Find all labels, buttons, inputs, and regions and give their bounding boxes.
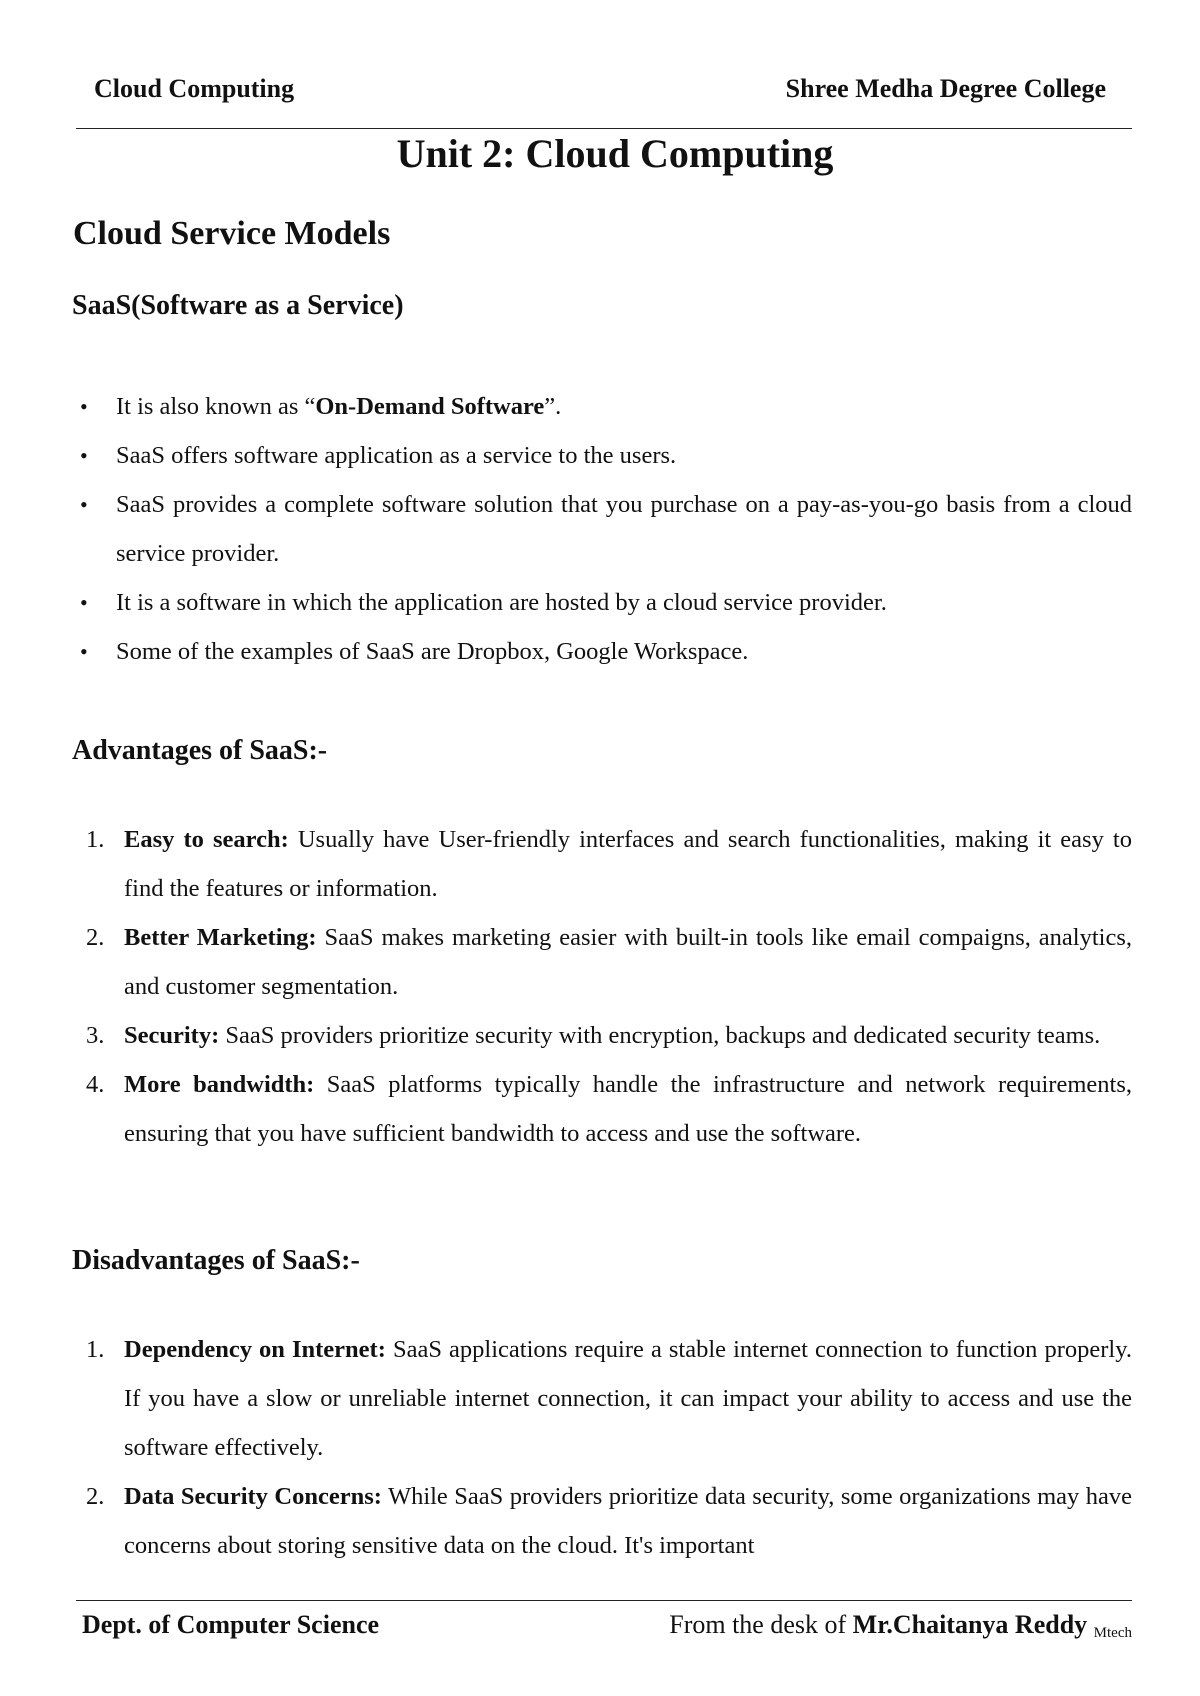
disadvantages-list [80,1325,1132,1570]
bullet-item: • Some of the examples of SaaS are Dropbox, Google Workspace. [80,627,1132,676]
header-course: Cloud Computing [94,74,295,103]
page-footer [80,1606,1132,1646]
saas-heading: SaaS(Software as a Service) [72,290,404,321]
advantage-item: 1. Easy to search: Usually have User-friendly interfaces and search functionalities, making it easy to find the features or information. [86,826,1132,902]
section-heading: Cloud Service Models [73,215,391,252]
advantage-item: 4. More bandwidth: SaaS platforms typically handle the infrastructure and network requirements, ensuring that you have sufficient bandwidth to access and use the software. [86,1071,1132,1147]
header-college: Shree Medha Degree College [785,74,1106,103]
page-title: Unit 2: Cloud Computing [396,131,834,176]
disadvantage-item: 1. Dependency on Internet: SaaS applications require a stable internet connection to function properly. If you have a slow or unreliable internet connection, it can impact your ability to access and use the software effectively. [86,1336,1132,1461]
advantages-heading: Advantages of SaaS:- [72,735,328,766]
disadvantages-heading: Disadvantages of SaaS:- [72,1245,360,1276]
footer-author-line: From the desk of Mr.Chaitanya Reddy $_{Mtech}$ [669,1610,1132,1641]
disadvantage-item: 2. Data Security Concerns: While SaaS providers prioritize data security, some organizations may have concerns about storing sensitive data on the cloud. It's important [86,1483,1132,1559]
bullet-item: • It is also known as “On-Demand Software”. [80,382,1132,431]
advantages-list [80,815,1132,1158]
footer-author: Mr.Chaitanya Reddy [852,1610,1088,1639]
footer-author-degree: Mtech [1093,1625,1132,1641]
bullet-item: • It is a software in which the application are hosted by a cloud service provider. [80,578,1132,627]
page-header [80,70,1132,110]
header-divider [76,128,1132,129]
saas-bullet-list [80,382,1132,676]
advantage-item: 2. Better Marketing: SaaS makes marketing easier with built-in tools like email compaigns, analytics, and customer segmentation. [86,924,1133,1000]
advantage-item: 3. Security: SaaS providers prioritize security with encryption, backups and dedicated security teams. [86,1022,1101,1049]
bullet-item: • SaaS provides a complete software solution that you purchase on a pay-as-you-go basis from a cloud service provider. [80,480,1132,578]
bullet-item: • SaaS offers software application as a service to the users. [80,431,1132,480]
footer-divider [76,1600,1132,1601]
footer-department: Dept. of Computer Science [82,1610,380,1639]
